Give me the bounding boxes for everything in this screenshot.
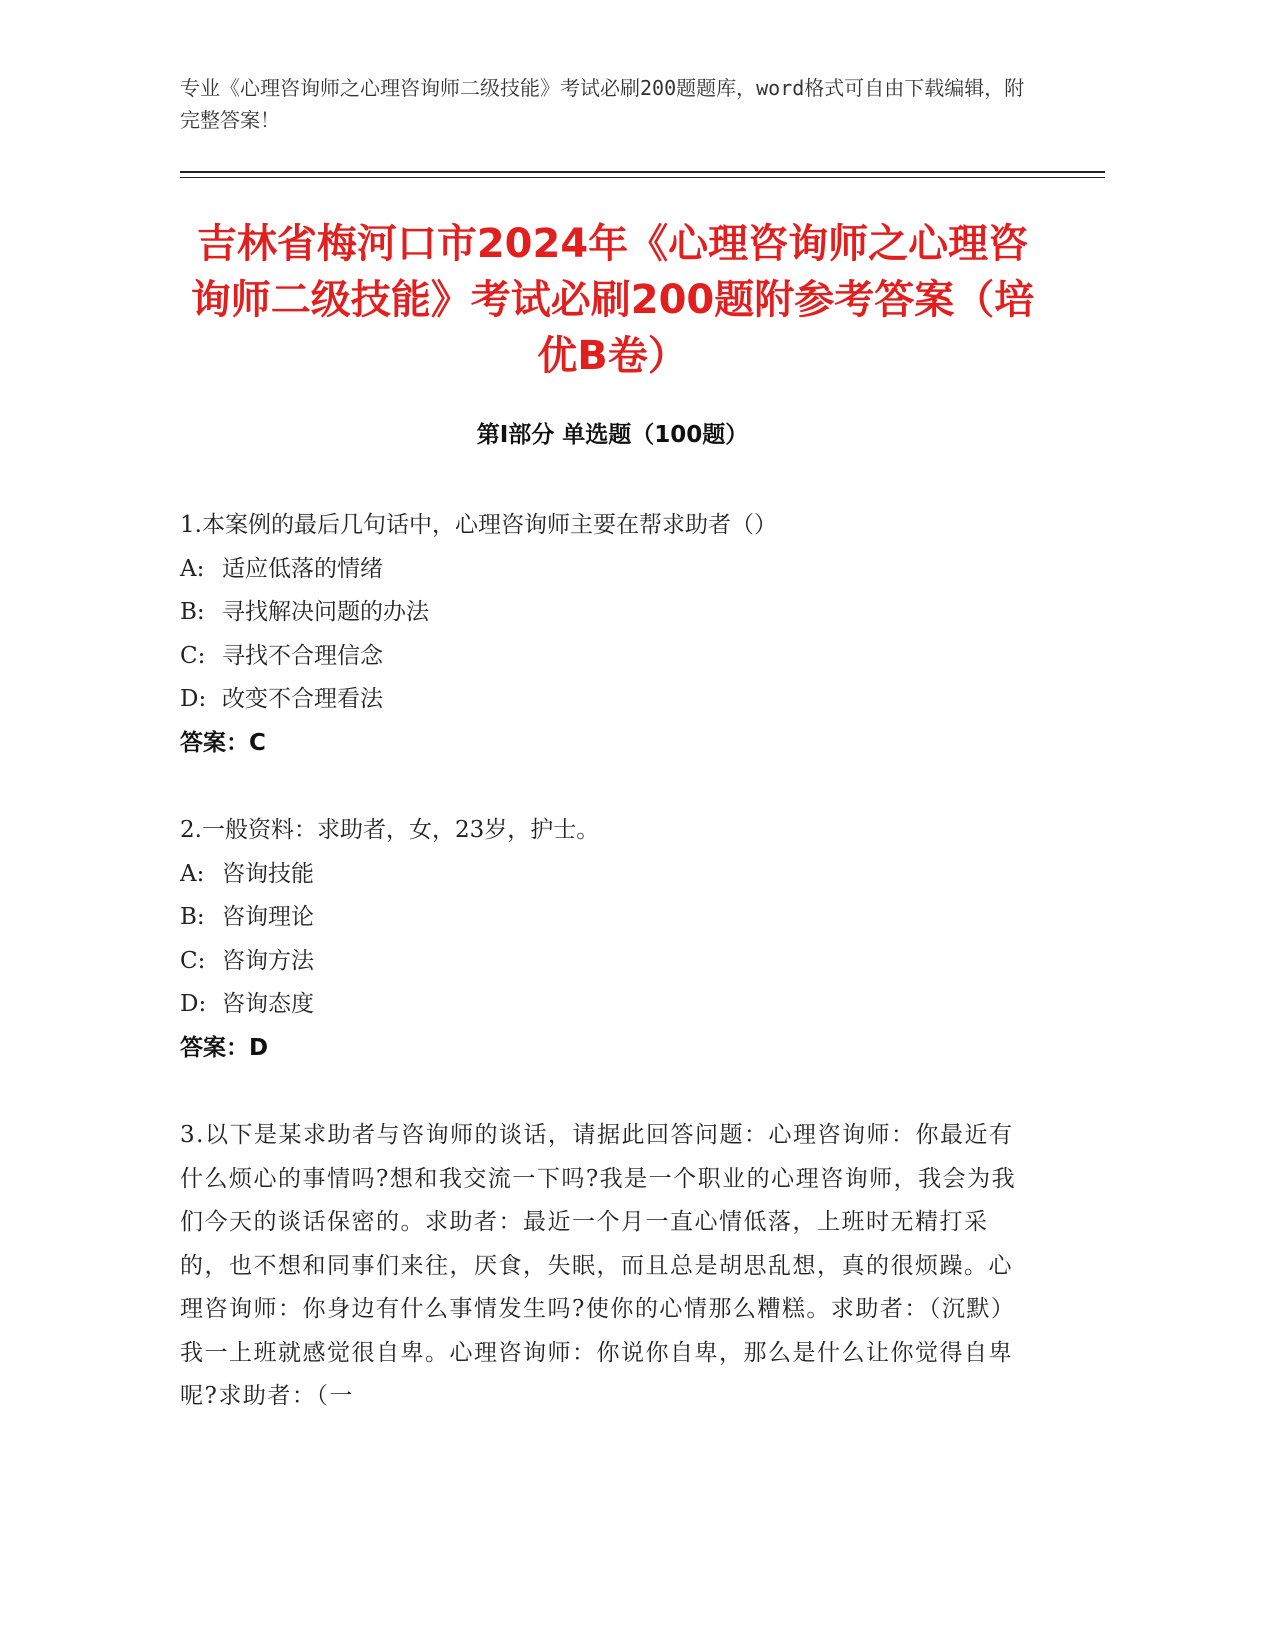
option-b	[180, 591, 1060, 635]
answer-label: 答案：D	[180, 1034, 269, 1061]
question-stem: 3.以下是某求助者与咨询师的谈话，请据此回答问题：心理咨询师：你最近有什么烦心的事情吗?想和我交流一下吗?我是一个职业的心理咨询师，我会为我们今天的谈话保密的。求助者：最近一个月一直心情低落，上班时无精打采的，也不想和同事们来往，厌食，失眠，而且总是胡思乱想，真的很烦躁。心理咨询师：你身边有什么事情发生吗?使你的心情那么糟糕。求助者：（沉默）我一上班就感觉很自卑。心理咨询师：你说你自卑，那么是什么让你觉得自卑呢?求助者：（一	[180, 1122, 1017, 1409]
option-letter: A:	[180, 860, 205, 887]
document-title: 吉林省梅河口市2024年《心理咨询师之心理咨询师二级技能》考试必刷200题附参考答案（培优B卷）	[190, 221, 1035, 379]
question-stem: 1.本案例的最后几句话中，心理咨询师主要在帮求助者（）	[180, 512, 777, 538]
option-text: 寻找不合理信念	[222, 642, 383, 669]
option-text: 适应低落的情绪	[222, 555, 383, 582]
header-divider-thin	[180, 177, 1105, 178]
option-d	[180, 983, 1060, 1027]
header-note: 专业《心理咨询师之心理咨询师二级技能》考试必刷200题题库，word格式可自由下载编辑，附完整答案！	[180, 76, 1025, 132]
section-title: 第Ⅰ部分 单选题（100题）	[476, 422, 749, 448]
option-letter: C:	[180, 642, 206, 669]
option-letter: B:	[180, 904, 205, 930]
option-b	[180, 896, 1060, 940]
option-c	[180, 635, 1060, 679]
option-text: 咨询理论	[222, 904, 314, 930]
option-text: 咨询技能	[222, 860, 314, 887]
option-letter: B:	[180, 599, 205, 625]
option-text: 寻找解决问题的办法	[222, 599, 429, 625]
question-1	[180, 504, 1060, 765]
option-text: 咨询方法	[222, 947, 314, 974]
header-divider	[180, 171, 1105, 173]
answer-label: 答案：C	[180, 729, 266, 756]
option-letter: D:	[180, 991, 207, 1017]
option-letter: D:	[180, 686, 207, 712]
option-a	[180, 853, 1060, 897]
option-a	[180, 548, 1060, 592]
question-3	[180, 1114, 1060, 1419]
option-d	[180, 678, 1060, 722]
option-text: 咨询态度	[222, 991, 314, 1017]
question-stem: 2.一般资料：求助者，女，23岁，护士。	[180, 817, 600, 843]
option-text: 改变不合理看法	[222, 686, 383, 712]
option-letter: A:	[180, 555, 205, 582]
option-letter: C:	[180, 947, 206, 974]
option-c	[180, 940, 1060, 984]
question-2	[180, 809, 1060, 1070]
